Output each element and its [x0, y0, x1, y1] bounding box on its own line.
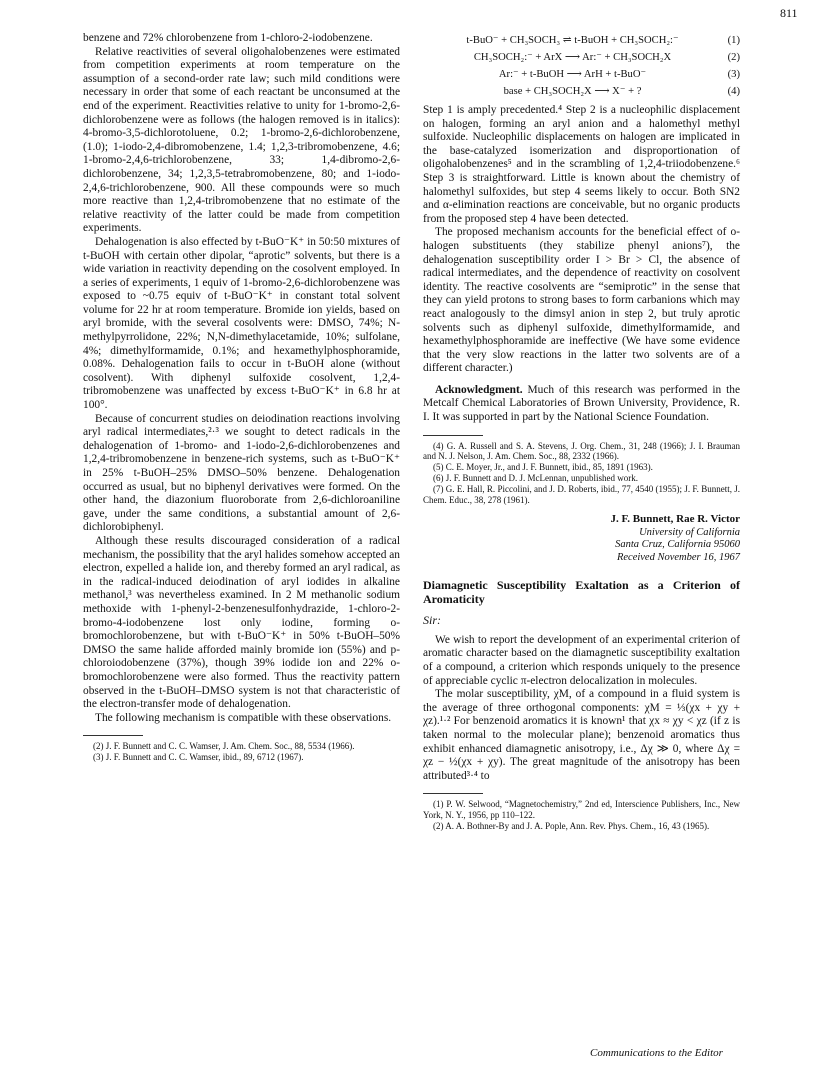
footnotes: [83, 741, 400, 763]
equation-number: (4): [727, 86, 740, 97]
location: Santa Cruz, California 95060: [615, 539, 740, 551]
equation: [423, 83, 740, 100]
left-column: [83, 32, 400, 763]
article-title: Diamagnetic Susceptibility Exaltation as a Criterion of Aromaticity: [423, 578, 740, 607]
equation: [423, 66, 740, 83]
received-date: Received November 16, 1967: [616, 551, 740, 563]
footnote: (3) J. F. Bunnett and C. C. Wamser, ibid., 89, 6712 (1967).: [93, 752, 304, 763]
footnotes: [423, 441, 740, 506]
page-number: 811: [780, 6, 798, 20]
paragraph: Dehalogenation is also effected by t-BuO⁻K⁺ in 50:50 mixtures of t-BuOH with certain other dipolar, “aprotic” solvents, but there is a wide variation in reactivity depending on the cosolvent employed. In a series of experiments, 1 equiv of 1-bromo-2,6-dichlorobenzene was exposed to ~0.75 equiv of t-BuO⁻K⁺ in constant total solvent volume for 22 hr at room temperature. Bromide ion yields, based on aryl bromide, with the several cosolvents were: DMSO, 74%; N-methylpyrrolidone, 22%; N,N-dimethylacetamide, 10%; sulfolane, 4%; dimethylformamide, 0.1%; and hexamethylphosphoramide, 0.08%. Dehalogenation fails to occur in t-BuOH alone (without cosolvent). With diphenyl sulfoxide cosolvent, 1,2,4-tribromobenzene was unaffected by excess t-BuO⁻K⁺ in 6.8 hr at 100°.: [83, 235, 400, 412]
footnote: (7) G. E. Hall, R. Piccolini, and J. D. Roberts, ibid., 77, 4540 (1955); J. F. Bunnett, J. Chem. Educ., 38, 278 (1961).: [423, 483, 740, 505]
equation-block: [423, 32, 740, 100]
acknowledgment-heading: Acknowledgment.: [435, 383, 523, 396]
footnote: (2) A. A. Bothner-By and J. A. Pople, Ann. Rev. Phys. Chem., 16, 43 (1965).: [433, 820, 710, 831]
author-signature: [423, 513, 740, 564]
footnote: (2) J. F. Bunnett and C. C. Wamser, J. Am. Chem. Soc., 88, 5534 (1966).: [93, 741, 355, 752]
equation-text: Ar:⁻ + t-BuOH ⟶ ArH + t-BuO⁻: [498, 69, 647, 80]
equation-text: t-BuO⁻ + CH₃SOCH₃ ⇌ t-BuOH + CH₃SOCH₂:⁻: [466, 35, 679, 46]
footnote: (4) G. A. Russell and S. A. Stevens, J. Org. Chem., 31, 248 (1966); J. I. Brauman and N. J. Nelson, J. Am. Chem. Soc., 88, 2332 (1966).: [423, 440, 740, 462]
paragraph: Although these results discouraged consideration of a radical mechanism, the possibility that the aryl halides somehow accepted an electron, expelled a halide ion, and thereby formed an aryl radical, as in the radical-induced deiodination of aryl iodides in alkaline methanol,³ was nevertheless examined. In 2 M methanolic sodium methoxide with 1-phenyl-2-benzenesulfonhydrazide, 1-chloro-2-bromo-4-iodobenzene lost only iodine, forming o-bromochlorobenzene, but with t-BuO⁻K⁺ in 50% t-BuOH–50% DMSO the same halide afforded mainly bromide ion (55%) and p-chloroiodobenzene (37%), though 39% iodide ion and 22% o-bromochlorobenzene were also formed. Thus the reactivity pattern observed in the t-BuOH–DMSO system is not that characteristic of the electron-transfer mode of dehalogenation.: [83, 534, 400, 711]
right-column: [423, 32, 740, 832]
author-names: J. F. Bunnett, Rae R. Victor: [610, 513, 740, 526]
paragraph: The proposed mechanism accounts for the beneficial effect of o-halogen substituents (they stabilize phenyl anions⁷), the dehalogenation susceptibility order I > Br > Cl, the absence of radical intermediates, and the dependence of reactivity on cosolvent identity. The reactive cosolvents are “semiprotic” in the sense that they can yield protons to strong bases to form carbanions which may react analogously to the dimsyl anion in step 2, but truly aprotic solvents such as diphenyl sulfoxide, dimethylformamide, and hexamethylphosphoramide are ineffective (We have some evidence that the very slow reactions in the latter two solvents are of a different character.): [423, 226, 740, 375]
acknowledgment: [423, 384, 740, 425]
footnote: (6) J. F. Bunnett and D. J. McLennan, unpublished work.: [433, 473, 639, 484]
paragraph: The following mechanism is compatible with these observations.: [95, 711, 392, 724]
paragraph: We wish to report the development of an experimental criterion of aromatic character based on the diamagnetic susceptibility exaltation of a compound, a criterion which responds uniquely to the presence of appreciable cyclic π-electron delocalization in molecules.: [423, 633, 740, 687]
footnote: (1) P. W. Selwood, “Magnetochemistry,” 2nd ed, Interscience Publishers, Inc., New York, N. Y., 1956, pp 110–122.: [423, 799, 740, 821]
equation-number: (1): [727, 35, 740, 46]
equation: [423, 32, 740, 49]
running-footer: Communications to the Editor: [590, 1047, 723, 1059]
paragraph: Because of concurrent studies on deiodination reactions involving aryl radical intermediates,²·³ we sought to detect radicals in the dehalogenation of 1-bromo- and 1-iodo-2,6-dichlorobenzenes and 1,2,4-tribromobenzene in benzene-rich systems, such as t-BuO⁻K⁺ in 25% t-BuOH–25% DMSO–50% benzene. Dehalogenation occurred as usual, but no biphenyl derivatives were formed. On the other hand, the diazonium fluoroborate from 2,6-dichloroaniline gave, under the same conditions, a substantial amount of 2,6-dichlorobiphenyl.: [83, 412, 400, 534]
equation-text: CH₃SOCH₂:⁻ + ArX ⟶ Ar:⁻ + CH₃SOCH₂X: [473, 52, 672, 63]
footnote-divider: [423, 435, 483, 436]
footnote: (5) C. E. Moyer, Jr., and J. F. Bunnett, ibid., 85, 1891 (1963).: [433, 462, 653, 473]
acknowledgment-text: Much of this research was performed in the Metcalf Chemical Laboratories of Brown University, Providence, R. I. It was supported in part by the National Science Foundation.: [423, 383, 740, 424]
paragraph: Relative reactivities of several oligohalobenzenes were estimated from competition experiments at room temperature on the assumption of a second-order rate law; such mild conditions were necessary in order that some of each reactant be unconsumed at the end of the experiment. Reactivities relative to unity for 1-bromo-2,6-dichlorobenzene were as follows (the halogen removed is in italics): 4-bromo-3,5-dichlorotoluene, 0.2; 1-bromo-2,6-dichlorobenzene, (1.0); 1-iodo-2,4-dibromobenzene, 1.4; 1,2,3-tribromobenzene, 4.6; 1-bromo-2,4,6-trichlorobenzene, 33; 1,4-dibromo-2,6-dichlorobenzene, 34; 1,2,3,5-tetrabromobenzene, 80; and 1-iodo-2,4,6-trichlorobenzene, 900. All these compounds were so much more reactive than 1,2,4-tribromobenzene that no estimate of the relative reactivity of the latter could be made from competition experiments.: [83, 45, 400, 235]
footnote-divider: [83, 735, 143, 736]
paragraph: Step 1 is amply precedented.⁴ Step 2 is a nucleophilic displacement on halogen, forming an aryl anion and a halomethyl methyl sulfoxide. Nucleophilic displacements on halogen are implicated in the base-catalyzed isomerization and disproportionation of oligohalobenzenes⁵ and in the scrambling of 1,2,4-triiodobenzene.⁶ Step 3 is straightforward. Little is known about the chemistry of halomethyl sulfoxides, but step 4 seems likely to occur. Both SN2 and α-elimination reactions are conceivable, but no organic products from the proposed step 4 have been detected.: [423, 104, 740, 225]
equation: [423, 49, 740, 66]
salutation: Sir:: [423, 613, 441, 628]
paragraph: benzene and 72% chlorobenzene from 1-chloro-2-iodobenzene.: [83, 32, 373, 44]
footnotes: [423, 799, 740, 831]
equation-number: (2): [727, 52, 740, 63]
footnote-divider: [423, 793, 483, 794]
paragraph: The molar susceptibility, χM, of a compound in a fluid system is the average of three orthogonal components: χM = ⅓(χx + χy + χz).¹·² For benzenoid aromatics it is known¹ that χx ≈ χy < χz (if z is taken normal to the molecular plane); benzenoid aromatics thus exhibit enhanced diamagnetic anisotropy, i.e., Δχ ≫ 0, where Δχ = χz − ½(χx + χy). The great magnitude of the anisotropy has been attributed³·⁴ to: [423, 688, 740, 782]
equation-text: base + CH₃SOCH₂X ⟶ X⁻ + ?: [503, 86, 642, 97]
affiliation: University of California: [639, 527, 740, 539]
equation-number: (3): [727, 69, 740, 80]
